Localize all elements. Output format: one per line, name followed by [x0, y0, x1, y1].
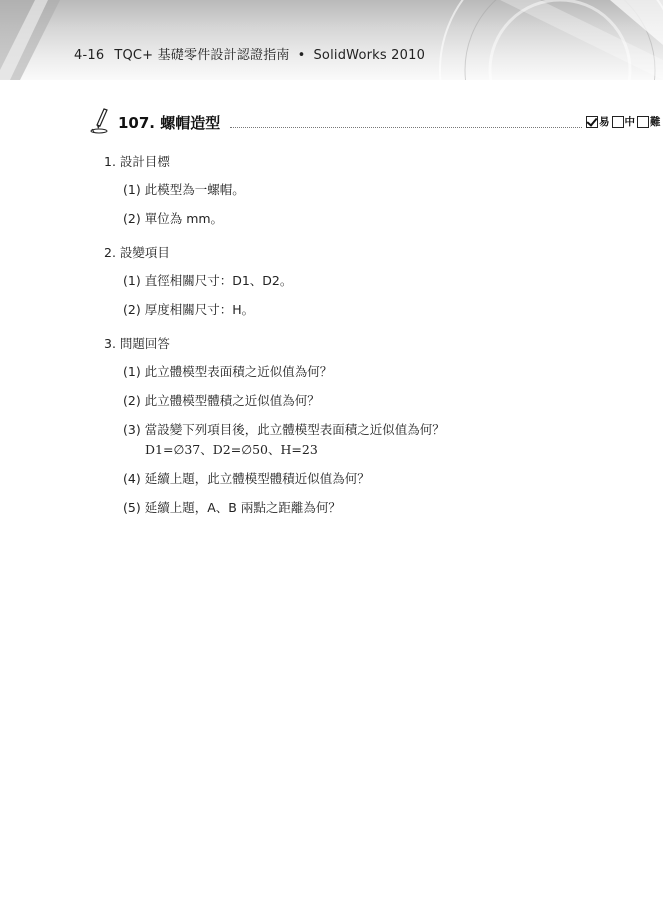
item-text: 延續上題，此立體模型體積近似值為何？: [144, 471, 370, 486]
difficulty-medium-label: 中: [624, 116, 635, 128]
section-heading: 1. 設計目標: [104, 154, 170, 169]
item-number: (1): [123, 273, 141, 288]
section-design-changes: [104, 243, 604, 320]
list-item: [104, 362, 604, 382]
item-text: 直徑相關尺寸：D1、D2。: [144, 273, 293, 288]
item-text: 單位為 mm。: [144, 211, 224, 226]
problem-name: 螺帽造型: [160, 114, 221, 132]
leader-dots: [230, 127, 582, 128]
section-heading: 3. 問題回答: [104, 336, 170, 351]
list-item: [104, 391, 604, 411]
item-number: (5): [123, 500, 141, 515]
item-number: (1): [123, 364, 141, 379]
drafting-pen-icon: [90, 108, 114, 134]
item-text: 此立體模型體積之近似值為何？: [144, 393, 320, 408]
item-number: (1): [123, 182, 141, 197]
list-item: [104, 469, 604, 489]
difficulty-easy-checkbox: [586, 116, 598, 128]
section-heading: 2. 設變項目: [104, 245, 170, 260]
header-band: [0, 0, 663, 80]
item-number: (3): [123, 422, 141, 437]
section-design-goal: [104, 152, 604, 229]
problem-heading: [90, 108, 661, 134]
item-number: (2): [123, 393, 141, 408]
item-number: (4): [123, 471, 141, 486]
page-number: 4-16: [74, 48, 105, 63]
difficulty-rating: [586, 114, 663, 129]
list-item: [104, 209, 604, 229]
problem-body: [104, 152, 604, 532]
list-item: [104, 180, 604, 200]
item-text: 當設變下列項目後，此立體模型表面積之近似值為何？: [144, 422, 445, 437]
running-head: [74, 44, 425, 63]
difficulty-hard-label: 難: [650, 116, 661, 128]
item-number: (2): [123, 302, 141, 317]
software-name: SolidWorks 2010: [313, 48, 426, 63]
list-item: [104, 420, 604, 460]
item-text: 延續上題，A、B 兩點之距離為何？: [144, 500, 341, 515]
item-number: (2): [123, 211, 141, 226]
item-text: 厚度相關尺寸：H。: [144, 302, 255, 317]
difficulty-medium-checkbox: [612, 116, 624, 128]
problem-number: 107.: [118, 114, 156, 132]
item-text: 此立體模型表面積之近似值為何？: [144, 364, 333, 379]
item-parameters: D1=∅37、D2=∅50、H=23: [145, 442, 318, 457]
head-bullet: •: [297, 48, 306, 63]
item-text: 此模型為一螺帽。: [144, 182, 245, 197]
difficulty-easy-label: 易: [599, 116, 610, 128]
section-questions: [104, 334, 604, 518]
problem-title: [118, 112, 220, 133]
list-item: [104, 498, 604, 518]
header-decoration: [0, 0, 663, 80]
list-item: [104, 271, 604, 291]
book-title: TQC+ 基礎零件設計認證指南: [114, 48, 290, 63]
difficulty-hard-checkbox: [637, 116, 649, 128]
list-item: [104, 300, 604, 320]
